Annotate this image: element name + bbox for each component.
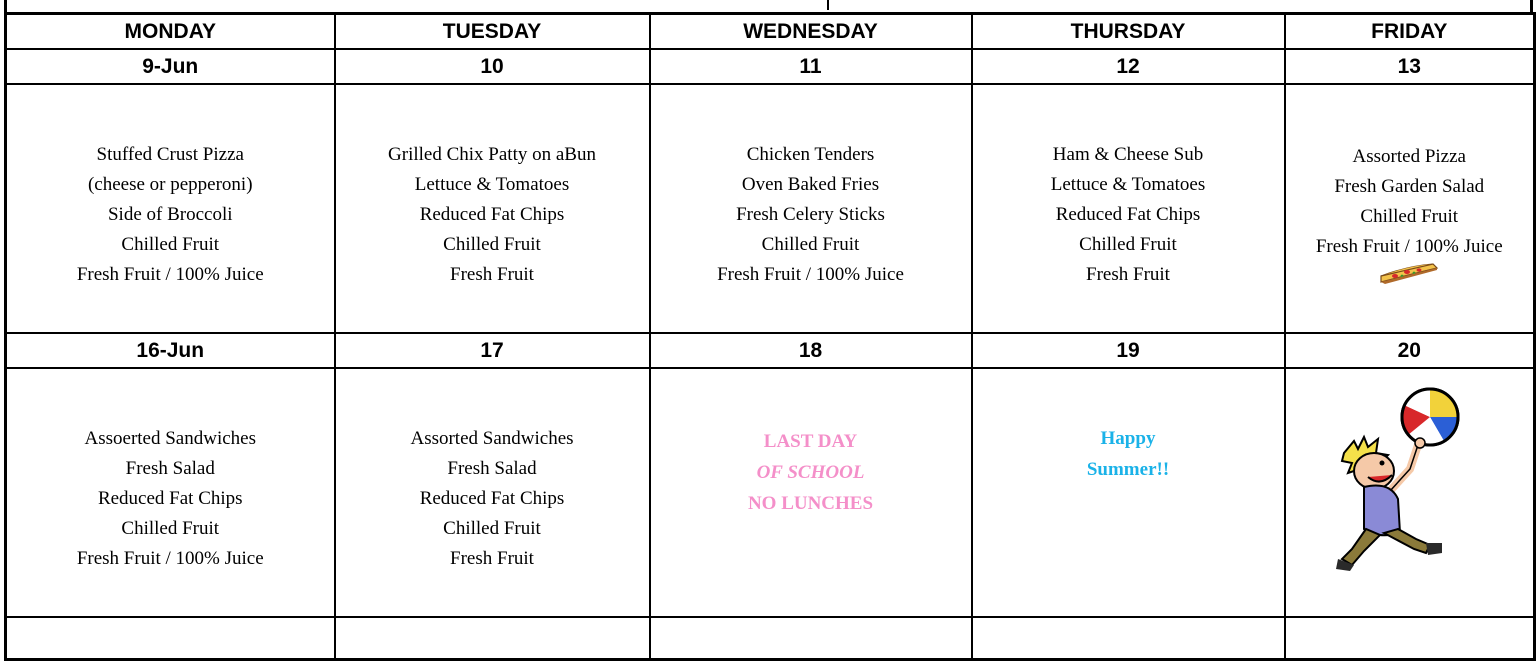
menu-item: Lettuce & Tomatoes xyxy=(1050,173,1206,195)
menu-item: Fresh Fruit / 100% Juice xyxy=(76,547,264,569)
empty-cell xyxy=(335,617,650,660)
date-cell: 19 xyxy=(972,333,1285,368)
menu-item: Reduced Fat Chips xyxy=(419,203,565,225)
notice-line: Happy xyxy=(1100,427,1156,449)
menu-item: Fresh Garden Salad xyxy=(1334,175,1485,197)
menu-item: Chilled Fruit xyxy=(1360,205,1459,227)
menu-item: Assoerted Sandwiches xyxy=(84,427,256,449)
empty-cell xyxy=(6,617,335,660)
menu-cell-wednesday xyxy=(650,84,972,333)
menu-item: (cheese or pepperoni) xyxy=(87,173,253,195)
notice-line: OF SCHOOL xyxy=(756,462,865,483)
notice-line: Summer!! xyxy=(1086,458,1170,480)
menu-item: Chilled Fruit xyxy=(121,517,220,539)
menu-item: Lettuce & Tomatoes xyxy=(414,173,570,195)
menu-item: Reduced Fat Chips xyxy=(1055,203,1201,225)
date-row-week2 xyxy=(6,333,1535,368)
date-cell: 11 xyxy=(650,49,972,84)
menu-item: Oven Baked Fries xyxy=(741,173,880,195)
date-cell: 9-Jun xyxy=(6,49,335,84)
date-cell: 16-Jun xyxy=(6,333,335,368)
notice-line: NO LUNCHES xyxy=(747,493,874,514)
menu-item: Chicken Tenders xyxy=(746,143,875,165)
empty-cell xyxy=(650,617,972,660)
menu-item: Fresh Fruit xyxy=(450,547,534,569)
empty-cell xyxy=(972,617,1285,660)
menu-item: Grilled Chix Patty on aBun xyxy=(388,143,596,165)
notice-line: LAST DAY xyxy=(763,431,858,452)
menu-item: Reduced Fat Chips xyxy=(97,487,243,509)
date-cell: 20 xyxy=(1285,333,1535,368)
date-cell: 18 xyxy=(650,333,972,368)
menu-cell-tuesday xyxy=(335,84,650,333)
date-cell: 10 xyxy=(335,49,650,84)
menu-cell-monday xyxy=(6,84,335,333)
menu-item: Ham & Cheese Sub xyxy=(1052,143,1204,165)
pizza-slice-icon xyxy=(1377,262,1441,288)
menu-item: Assorted Sandwiches xyxy=(410,427,574,449)
last-day-notice xyxy=(651,426,971,519)
menu-item: Fresh Fruit / 100% Juice xyxy=(76,263,264,285)
weekday-header: MONDAY xyxy=(6,14,335,50)
menu-row-week2 xyxy=(6,368,1535,617)
menu-cell-wednesday xyxy=(650,368,972,617)
date-row-week1 xyxy=(6,49,1535,84)
menu-cell-monday xyxy=(6,368,335,617)
menu-item: Chilled Fruit xyxy=(121,233,220,255)
menu-item: Chilled Fruit xyxy=(1079,233,1177,255)
menu-item: Assorted Pizza xyxy=(1352,145,1466,167)
menu-item: Fresh Salad xyxy=(447,457,537,479)
menu-item: Reduced Fat Chips xyxy=(419,487,565,509)
menu-cell-friday xyxy=(1285,84,1535,333)
menu-cell-friday xyxy=(1285,368,1535,617)
menu-item: Fresh Fruit / 100% Juice xyxy=(717,263,904,285)
menu-item: Side of Broccoli xyxy=(107,203,233,225)
happy-summer-notice xyxy=(973,423,1284,485)
date-cell: 12 xyxy=(972,49,1285,84)
menu-item: Chilled Fruit xyxy=(443,233,541,255)
date-cell: 13 xyxy=(1285,49,1535,84)
weekday-header-row xyxy=(6,14,1535,50)
empty-cell xyxy=(1285,617,1535,660)
menu-item: Stuffed Crust Pizza xyxy=(96,143,244,165)
header-strip xyxy=(4,0,1533,12)
weekday-header: TUESDAY xyxy=(335,14,650,50)
menu-item: Fresh Salad xyxy=(125,457,215,479)
weekday-header: WEDNESDAY xyxy=(650,14,972,50)
boy-with-beach-ball-icon xyxy=(1334,383,1484,573)
header-strip-mark xyxy=(827,0,829,10)
menu-cell-tuesday xyxy=(335,368,650,617)
menu-item: Fresh Fruit xyxy=(1086,263,1170,285)
menu-cell-thursday xyxy=(972,84,1285,333)
menu-item: Chilled Fruit xyxy=(761,233,860,255)
menu-item: Fresh Fruit xyxy=(450,263,534,285)
menu-item: Fresh Fruit / 100% Juice xyxy=(1315,235,1503,257)
menu-item: Chilled Fruit xyxy=(443,517,541,539)
menu-cell-thursday xyxy=(972,368,1285,617)
weekday-header: THURSDAY xyxy=(972,14,1285,50)
date-cell: 17 xyxy=(335,333,650,368)
weekday-header: FRIDAY xyxy=(1285,14,1535,50)
menu-row-week1 xyxy=(6,84,1535,333)
menu-item: Fresh Celery Sticks xyxy=(736,203,885,225)
menu-table xyxy=(4,12,1536,661)
blank-row xyxy=(6,617,1535,660)
